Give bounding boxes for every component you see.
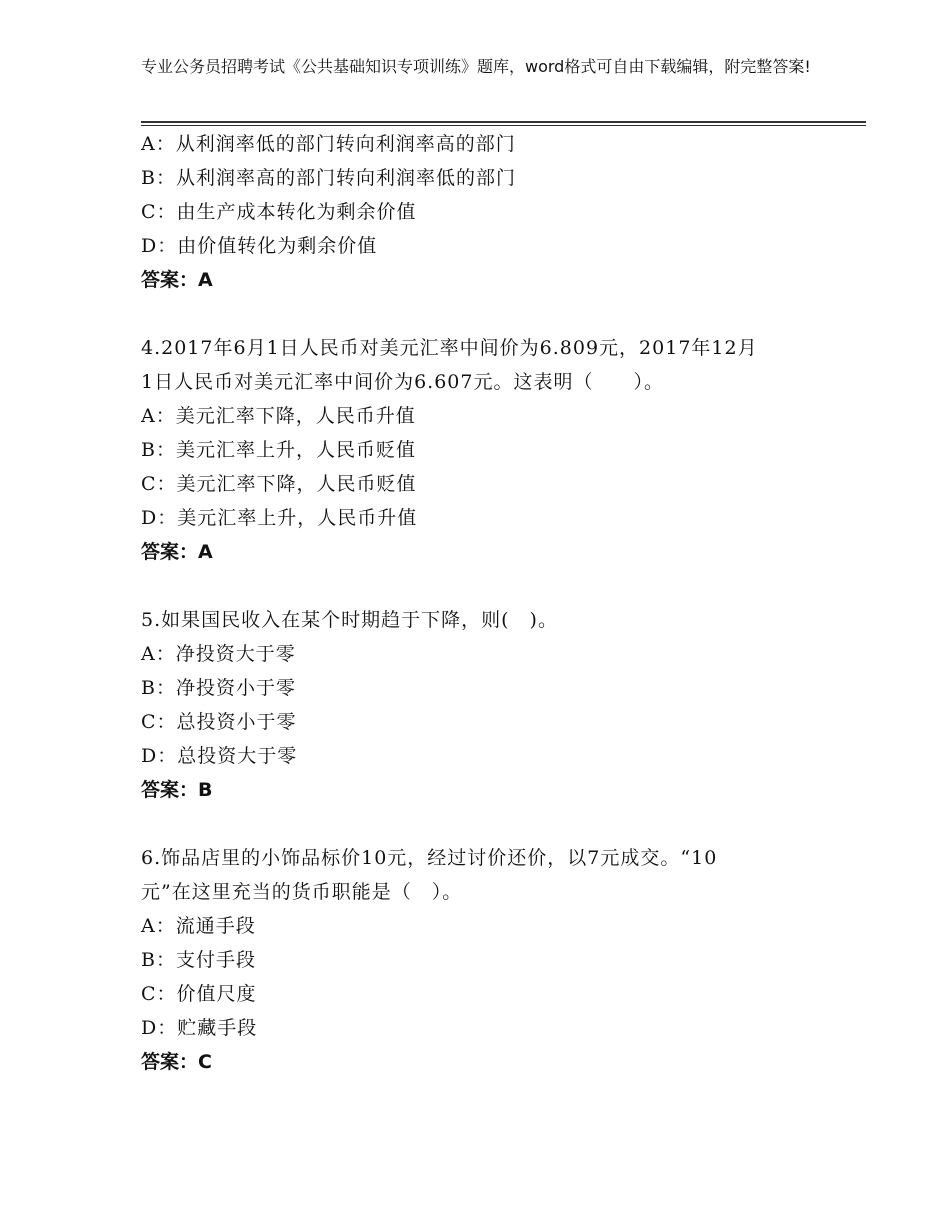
option-c: C：总投资小于零 <box>141 711 297 733</box>
option-b: B：支付手段 <box>141 949 256 971</box>
question-block <box>141 603 841 807</box>
option-c: C：由生产成本转化为剩余价值 <box>141 201 417 223</box>
option-b: B：美元汇率上升，人民币贬值 <box>141 439 416 461</box>
question-block <box>141 331 841 569</box>
question-block <box>141 841 841 1079</box>
question-block <box>141 127 841 297</box>
question-stem: 6.饰品店里的小饰品标价10元，经过讨价还价，以7元成交。“10 <box>141 847 718 869</box>
answer-line: 答案：C <box>141 1051 212 1073</box>
option-a: A：从利润率低的部门转向利润率高的部门 <box>141 133 516 155</box>
option-d: D：总投资大于零 <box>141 745 298 767</box>
page-header: 专业公务员招聘考试《公共基础知识专项训练》题库，word格式可自由下载编辑，附完整答案! <box>141 57 811 76</box>
option-b: B：从利润率高的部门转向利润率低的部门 <box>141 167 516 189</box>
answer-line: 答案：B <box>141 779 213 801</box>
question-list <box>141 127 841 1079</box>
question-stem: 1日人民币对美元汇率中间价为6.607元。这表明（ ）。 <box>141 371 664 393</box>
option-d: D：由价值转化为剩余价值 <box>141 235 378 257</box>
option-d: D：贮藏手段 <box>141 1017 258 1039</box>
question-spacer <box>141 807 841 841</box>
answer-line: 答案：A <box>141 541 213 563</box>
question-stem: 4.2017年6月1日人民币对美元汇率中间价为6.809元，2017年12月 <box>141 337 758 359</box>
answer-line: 答案：A <box>141 269 213 291</box>
question-spacer <box>141 569 841 603</box>
option-a: A：净投资大于零 <box>141 643 296 665</box>
question-spacer <box>141 297 841 331</box>
option-a: A：流通手段 <box>141 915 256 937</box>
question-stem: 元”在这里充当的货币职能是（ ）。 <box>141 881 463 903</box>
question-stem: 5.如果国民收入在某个时期趋于下降，则( )。 <box>141 609 558 631</box>
header-divider-thin <box>141 125 866 126</box>
option-a: A：美元汇率下降，人民币升值 <box>141 405 416 427</box>
header-divider-thick <box>141 121 866 123</box>
option-b: B：净投资小于零 <box>141 677 296 699</box>
option-c: C：价值尺度 <box>141 983 257 1005</box>
option-d: D：美元汇率上升，人民币升值 <box>141 507 418 529</box>
option-c: C：美元汇率下降，人民币贬值 <box>141 473 417 495</box>
